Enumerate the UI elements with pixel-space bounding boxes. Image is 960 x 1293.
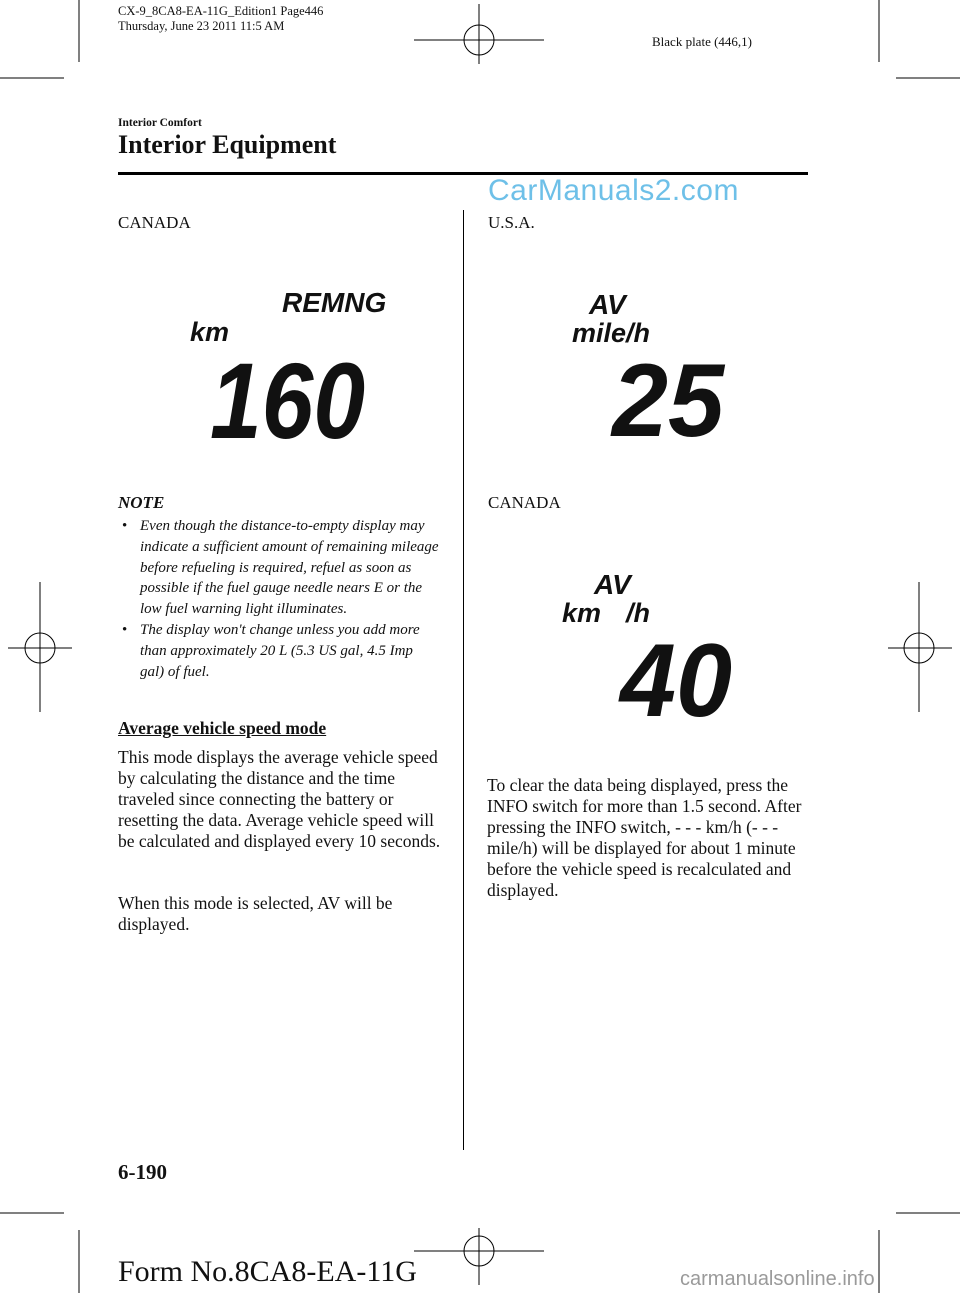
av-label-canada: AV (594, 569, 631, 600)
note-item: • The display won't change unless you add more than approximately 20 L (5.3 US gal, 4.5 Imp gal) of fuel. (118, 620, 440, 682)
note-heading: NOTE (118, 493, 165, 512)
note-item: • Even though the distance-to-empty display may indicate a sufficient amount of remaining mileage before refueling is required, refuel as soon as possible if the fuel gauge needle nears E or the low fuel warning light illuminates. (118, 516, 440, 620)
remng-label: REMNG (282, 287, 387, 318)
page-number: 6-190 (118, 1160, 167, 1184)
form-number: Form No.8CA8-EA-11G (118, 1255, 417, 1288)
paragraph-average-speed: This mode displays the average vehicle speed by calculating the distance and the time traveled since connecting the battery or resetting the data. Average vehicle speed will be calculated and displayed every 10 seconds. (118, 747, 441, 851)
region-label-canada-right: CANADA (488, 493, 561, 512)
mile-per-hour-unit: mile/h (572, 318, 651, 348)
per-hour-unit-canada: /h (626, 598, 650, 628)
paragraph-clear-data: To clear the data being displayed, press the INFO switch for more than 1.5 second. After pressing the INFO switch, - - - km/h (- - - mile/h) will be displayed for about 1 minute before the vehicle speed is recalculated and displayed. (487, 775, 802, 900)
km-unit-canada: km (562, 598, 602, 628)
speed-digits-usa: 25 (610, 343, 727, 459)
column-divider (463, 210, 464, 1150)
watermark-bottom: carmanualsonline.info (680, 1268, 875, 1290)
speed-digits-canada: 40 (618, 623, 732, 739)
page-title: Interior Equipment (118, 130, 337, 159)
print-line-2: Thursday, June 23 2011 11:5 AM (118, 19, 285, 33)
av-label-usa: AV (589, 289, 626, 320)
distance-digits: 160 (210, 340, 365, 461)
print-line-1: CX-9_8CA8-EA-11G_Edition1 Page446 (118, 4, 324, 18)
region-label-usa: U.S.A. (488, 213, 535, 232)
region-label-canada: CANADA (118, 213, 191, 232)
watermark-top: CarManuals2.com (488, 174, 739, 207)
paragraph-av-display: When this mode is selected, AV will be displayed. (118, 893, 393, 934)
note-list (118, 516, 440, 682)
print-metadata (118, 4, 323, 34)
km-unit-label: km (190, 317, 230, 347)
plate-label: Black plate (446,1) (652, 34, 752, 49)
section-label: Interior Comfort (118, 117, 202, 129)
subheading-average-speed: Average vehicle speed mode (118, 718, 327, 738)
